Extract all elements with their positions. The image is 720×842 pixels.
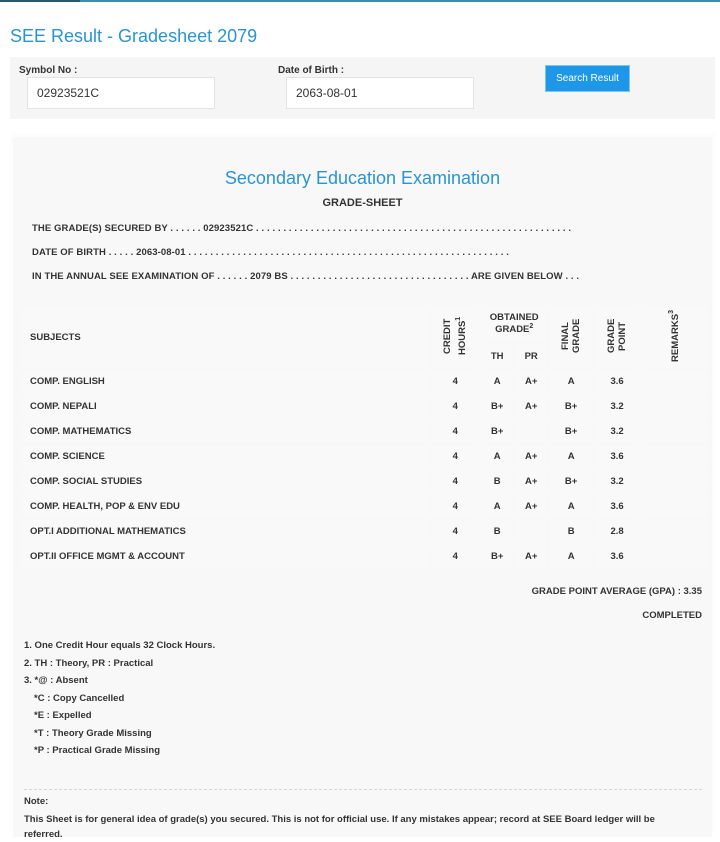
grade-point-cell: 3.2 (595, 470, 639, 493)
header-obtained-sup: 2 (529, 323, 534, 331)
grade-point-cell: 3.2 (595, 395, 639, 418)
grade-point-cell: 3.6 (595, 545, 639, 568)
remarks-cell (641, 420, 707, 443)
credit-hours-cell: 4 (431, 445, 479, 468)
practical-grade-cell: A+ (515, 495, 547, 518)
dob-label: Date of Birth : (278, 65, 345, 76)
header-obtained-grade (481, 306, 547, 342)
note-label: Note: (24, 796, 49, 807)
grade-point-cell: 3.6 (595, 370, 639, 393)
final-grade-cell: B (549, 520, 593, 543)
theory-grade-cell: B+ (481, 545, 513, 568)
subject-cell: OPT.II OFFICE MGMT & ACCOUNT (22, 545, 429, 568)
subject-cell: COMP. NEPALI (22, 395, 429, 418)
note-divider (24, 789, 702, 790)
credit-hours-cell: 4 (431, 545, 479, 568)
dob-line: DATE OF BIRTH . . . . . 2063-08-01 . . . . . . . . . . . . . . . . . . . . . . . . . . . . . . . . . . . . . . . . . . . . . . . . . . . . . . . . . . . (32, 247, 509, 258)
header-remarks-sup: 3 (668, 309, 676, 314)
search-result-button[interactable]: Search Result (545, 65, 630, 92)
dob-input[interactable]: 2063-08-01 (286, 77, 474, 109)
footnote-item: 1. One Credit Hour equals 32 Clock Hours. (24, 640, 216, 651)
practical-grade-cell: A+ (515, 370, 547, 393)
practical-grade-cell (515, 420, 547, 443)
table-header-row (22, 306, 707, 342)
grade-point-cell: 3.6 (595, 495, 639, 518)
header-credit-sup: 1 (455, 316, 463, 321)
header-obtained-grade-label: OBTAINED GRADE (489, 312, 539, 336)
symbol-no-label: Symbol No : (19, 65, 78, 76)
header-credit-hours (431, 306, 479, 368)
footnote-item: 2. TH : Theory, PR : Practical (24, 657, 154, 669)
theory-grade-cell: B (481, 520, 513, 543)
theory-grade-cell: B+ (481, 395, 513, 418)
grades-table (20, 304, 709, 570)
header-remarks-label: REMARKS (670, 313, 682, 362)
header-grade-point-label: GRADE POINT (606, 318, 629, 353)
table-row (22, 495, 707, 518)
remarks-cell (641, 395, 707, 418)
remarks-cell (641, 545, 707, 568)
grade-point-cell: 2.8 (595, 520, 639, 543)
page-title: SEE Result - Gradesheet 2079 (10, 26, 258, 46)
subject-cell: COMP. ENGLISH (22, 370, 429, 393)
gradesheet-subtitle: GRADE-SHEET (322, 197, 403, 209)
remarks-cell (641, 520, 707, 543)
table-row (22, 545, 707, 568)
practical-grade-cell: A+ (515, 470, 547, 493)
subject-cell: COMP. MATHEMATICS (22, 420, 429, 443)
search-form (10, 57, 715, 119)
header-subjects: SUBJECTS (22, 306, 429, 368)
secured-by-line: THE GRADE(S) SECURED BY . . . . . . 02923521C . . . . . . . . . . . . . . . . . . . . . . . . . . . . . . . . . . . . . . . . . . . . . . . . . . . . . . . . . . (32, 223, 572, 234)
final-grade-cell: A (549, 545, 593, 568)
credit-hours-cell: 4 (431, 420, 479, 443)
final-grade-cell: B+ (549, 470, 593, 493)
remarks-cell (641, 370, 707, 393)
gradesheet-panel (13, 137, 712, 840)
table-row (22, 520, 707, 543)
remarks-cell (641, 470, 707, 493)
practical-grade-cell (515, 520, 547, 543)
header-final-grade-label: FINAL GRADE (560, 318, 583, 353)
gradesheet-container (10, 133, 715, 840)
note-text: This Sheet is for general idea of grade(s) you secured. This is not for official use. If any mistakes appear; record at SEE Board ledger will be referred. (24, 814, 655, 840)
subject-cell: COMP. HEALTH, POP & ENV EDU (22, 495, 429, 518)
footnotes-list (24, 637, 215, 760)
header-final-grade (549, 306, 593, 368)
exam-line: IN THE ANNUAL SEE EXAMINATION OF . . . . . . 2079 BS . . . . . . . . . . . . . . . . . . . . . . . . . . . . . . . . . ARE GIVEN BELOW . . . (32, 271, 580, 282)
subject-cell: OPT.I ADDITIONAL MATHEMATICS (22, 520, 429, 543)
grade-point-cell: 3.2 (595, 420, 639, 443)
credit-hours-cell: 4 (431, 395, 479, 418)
credit-hours-cell: 4 (431, 370, 479, 393)
gpa-text: GRADE POINT AVERAGE (GPA) : 3.35 (531, 586, 702, 597)
practical-grade-cell: A+ (515, 395, 547, 418)
table-row (22, 445, 707, 468)
exam-title: Secondary Education Examination (224, 168, 501, 188)
theory-grade-cell: B (481, 470, 513, 493)
final-grade-cell: B+ (549, 395, 593, 418)
table-row (22, 370, 707, 393)
table-row (22, 395, 707, 418)
remarks-cell (641, 445, 707, 468)
table-row (22, 470, 707, 493)
header-th: TH (481, 344, 513, 368)
final-grade-cell: A (549, 445, 593, 468)
footnote-item: *P : Practical Grade Missing (34, 745, 161, 756)
header-grade-point (595, 306, 639, 368)
theory-grade-cell: A (481, 495, 513, 518)
header-credit-hours-label: CREDIT HOURS (442, 317, 469, 355)
final-grade-cell: A (549, 495, 593, 518)
grades-table-body (22, 370, 707, 568)
credit-hours-cell: 4 (431, 520, 479, 543)
credit-hours-cell: 4 (431, 495, 479, 518)
remarks-cell (641, 495, 707, 518)
grade-point-cell: 3.6 (595, 445, 639, 468)
credit-hours-cell: 4 (431, 470, 479, 493)
practical-grade-cell: A+ (515, 445, 547, 468)
final-grade-cell: B+ (549, 420, 593, 443)
footnote-item: *C : Copy Cancelled (34, 692, 125, 704)
top-accent-bar-active (0, 0, 80, 2)
practical-grade-cell: A+ (515, 545, 547, 568)
theory-grade-cell: A (481, 445, 513, 468)
header-pr: PR (515, 344, 547, 368)
theory-grade-cell: A (481, 370, 513, 393)
final-grade-cell: A (549, 370, 593, 393)
subject-cell: COMP. SCIENCE (22, 445, 429, 468)
subject-cell: COMP. SOCIAL STUDIES (22, 470, 429, 493)
footnote-item: 3. *@ : Absent (24, 675, 88, 686)
footnote-item: *T : Theory Grade Missing (34, 727, 152, 739)
theory-grade-cell: B+ (481, 420, 513, 443)
symbol-no-input[interactable]: 02923521C (27, 77, 215, 109)
header-remarks (641, 306, 707, 368)
result-status: COMPLETED (642, 610, 702, 621)
footnote-item: *E : Expelled (34, 710, 92, 721)
table-row (22, 420, 707, 443)
top-accent-bar (0, 0, 720, 2)
